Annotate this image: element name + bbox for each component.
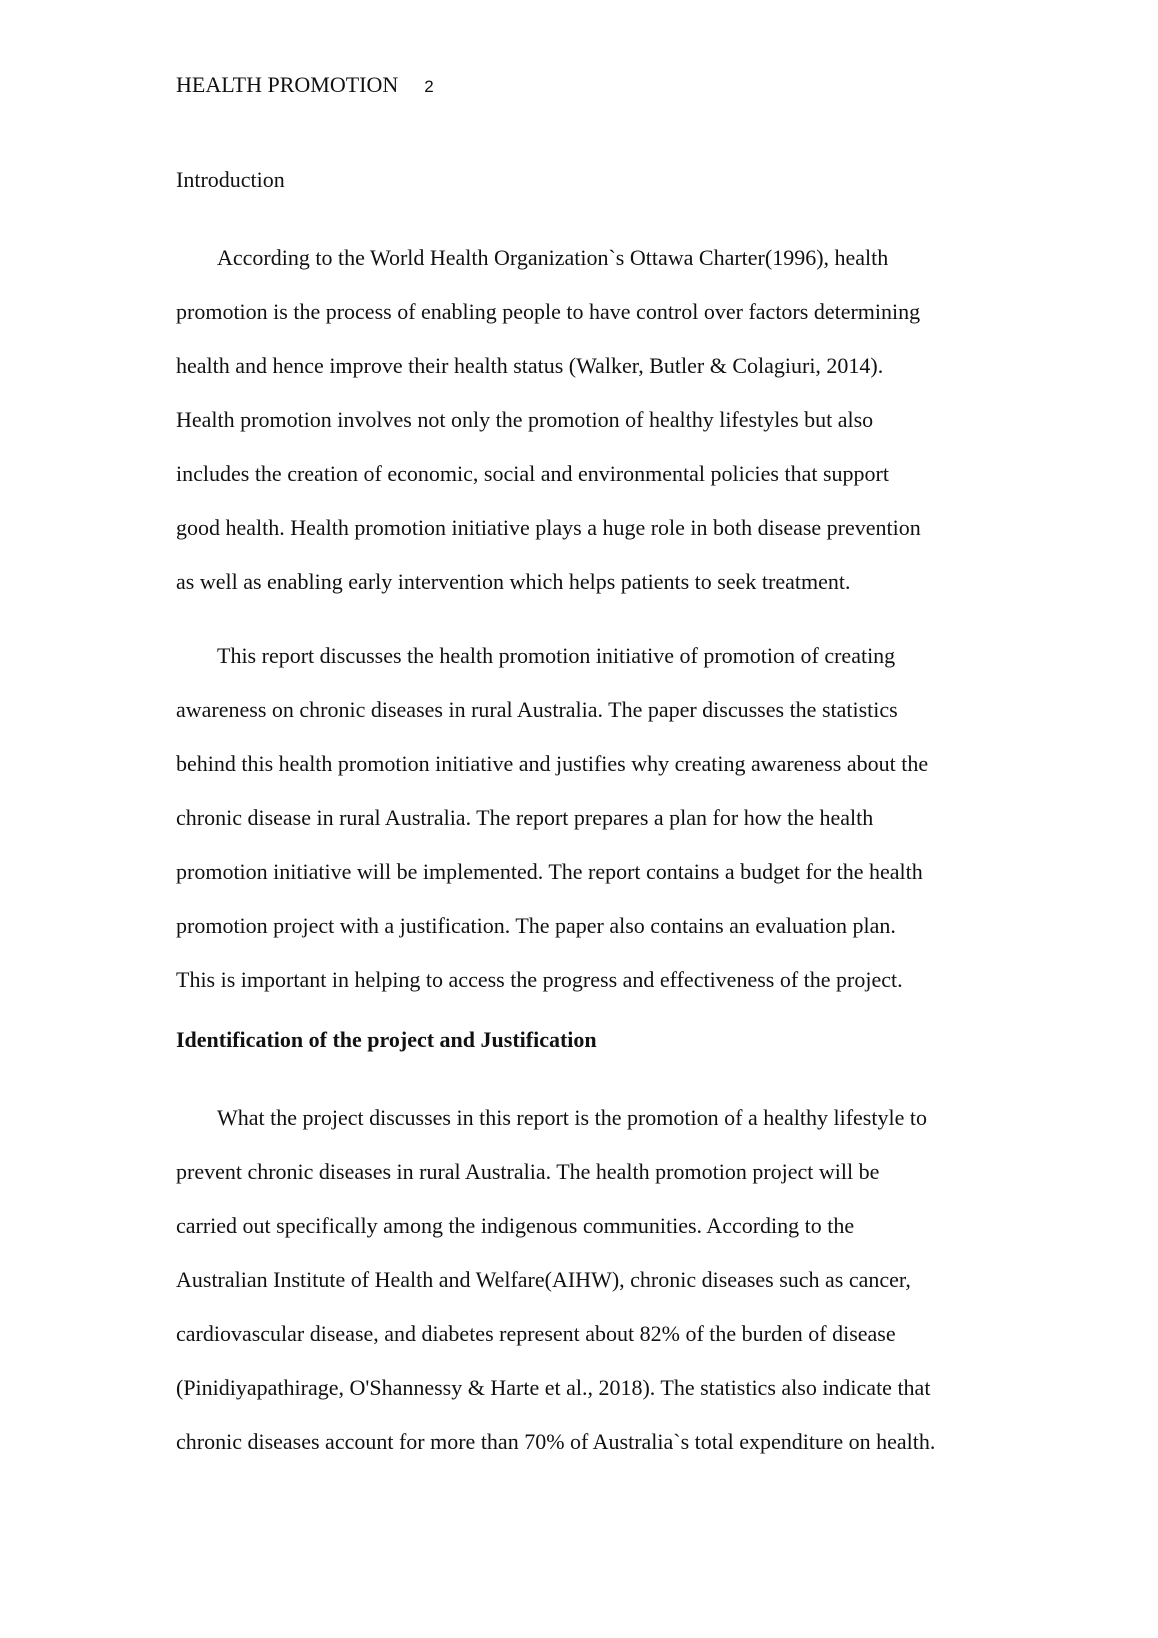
text-line: Australian Institute of Health and Welfare(AIHW), chronic diseases such as cancer, bbox=[176, 1267, 911, 1292]
page-number: 2 bbox=[424, 77, 434, 96]
text-line: health and hence improve their health status (Walker, Butler & Colagiuri, 2014). bbox=[176, 353, 884, 378]
text-line: awareness on chronic diseases in rural Australia. The paper discusses the statistics bbox=[176, 697, 898, 722]
text-line: According to the World Health Organization`s Ottawa Charter(1996), health bbox=[217, 245, 889, 270]
text-line: includes the creation of economic, social and environmental policies that support bbox=[176, 461, 889, 486]
text-line: as well as enabling early intervention which helps patients to seek treatment. bbox=[176, 569, 851, 594]
text-line: chronic disease in rural Australia. The report prepares a plan for how the health bbox=[176, 805, 874, 830]
document-body bbox=[176, 165, 996, 1469]
section-heading-identification: Identification of the project and Justification bbox=[176, 1027, 597, 1052]
text-line: good health. Health promotion initiative plays a huge role in both disease prevention bbox=[176, 515, 921, 540]
text-line: carried out specifically among the indigenous communities. According to the bbox=[176, 1213, 855, 1238]
text-line: This is important in helping to access the progress and effectiveness of the project. bbox=[176, 967, 903, 992]
text-line: This report discusses the health promotion initiative of promotion of creating bbox=[217, 643, 896, 668]
text-line: promotion is the process of enabling people to have control over factors determining bbox=[176, 299, 921, 324]
running-header bbox=[176, 70, 434, 102]
text-line: cardiovascular disease, and diabetes represent about 82% of the burden of disease bbox=[176, 1321, 896, 1346]
text-line: What the project discusses in this report is the promotion of a healthy lifestyle to bbox=[217, 1105, 927, 1130]
running-title: HEALTH PROMOTION bbox=[176, 72, 399, 97]
paragraph bbox=[176, 231, 996, 609]
text-line: prevent chronic diseases in rural Australia. The health promotion project will be bbox=[176, 1159, 880, 1184]
text-line: promotion project with a justification. The paper also contains an evaluation plan. bbox=[176, 913, 896, 938]
text-line: (Pinidiyapathirage, O'Shannessy & Harte et al., 2018). The statistics also indicate that bbox=[176, 1375, 931, 1400]
text-line: promotion initiative will be implemented. The report contains a budget for the health bbox=[176, 859, 923, 884]
paragraph bbox=[176, 1091, 996, 1469]
text-line: behind this health promotion initiative and justifies why creating awareness about the bbox=[176, 751, 929, 776]
section-heading-introduction: Introduction bbox=[176, 167, 285, 192]
paragraph bbox=[176, 629, 996, 1007]
text-line: Health promotion involves not only the promotion of healthy lifestyles but also bbox=[176, 407, 874, 432]
text-line: chronic diseases account for more than 70% of Australia`s total expenditure on health. bbox=[176, 1429, 936, 1454]
